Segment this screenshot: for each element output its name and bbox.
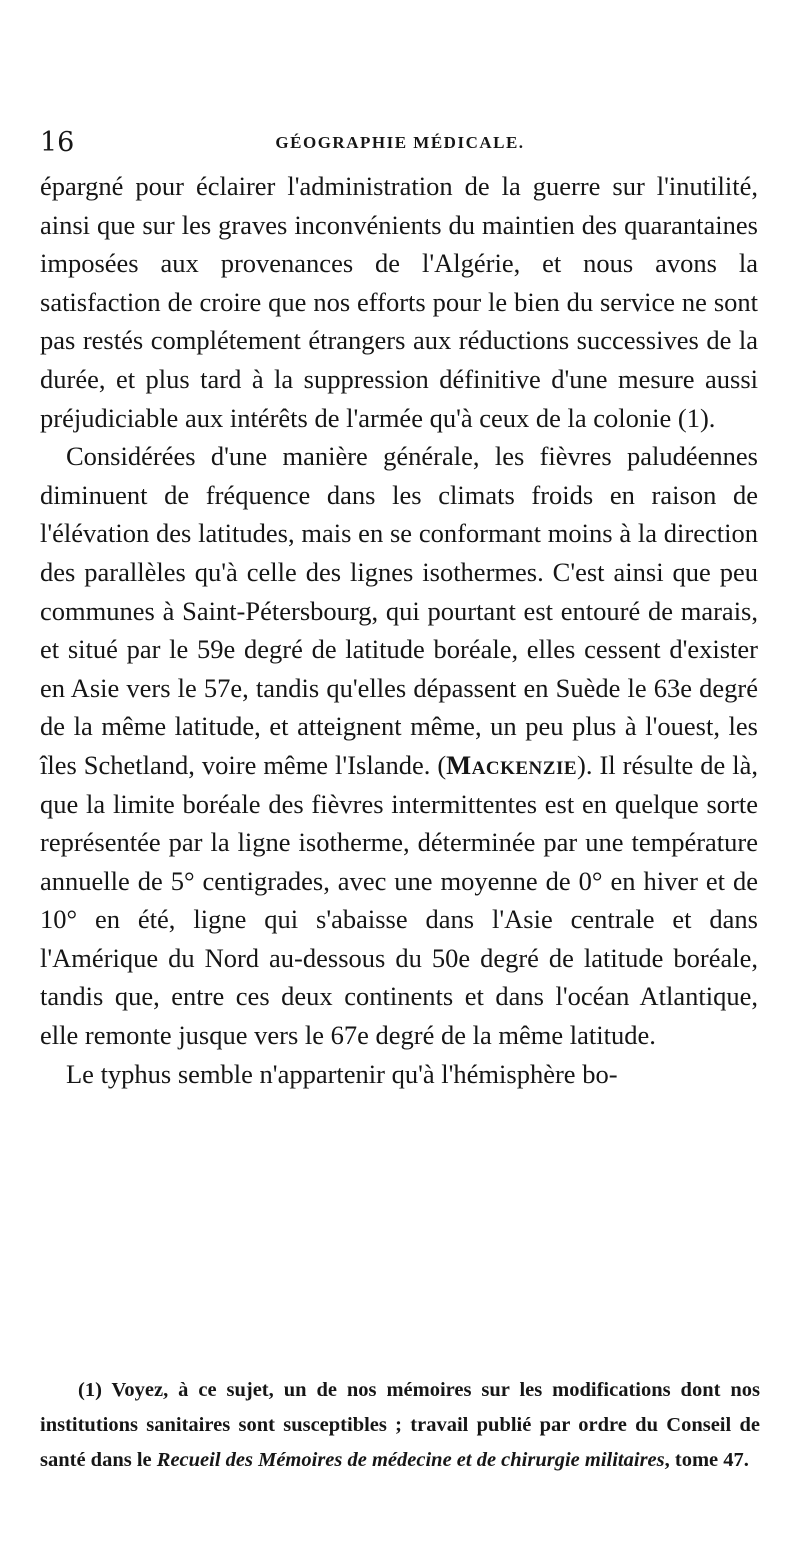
author-name: Mackenzie: [446, 749, 578, 780]
footnote-text-a: (1) Voyez, à ce sujet, un de nos mémoires sur les modifications dont nos institutions sanitaires sont susceptibles ; travail publié par ordre du Conseil de santé dans le: [40, 1379, 760, 1471]
paragraph-typhus: Le typhus semble n'appartenir qu'à l'hémisphère bo-: [66, 1058, 618, 1089]
paragraph-fevers-text-a: Considérées d'une manière générale, les fièvres paludéennes diminuent de fréquence dans les climats froids en raison de l'élévation des latitudes, mais en se conformant moins à la direction des parallèles qu'à celle des lignes isothermes. C'est ainsi que peu communes à Saint-Pétersbourg, qui pourtant est entouré de marais, et situé par le 59e degré de latitude boréale, elles cessent d'exister en Asie vers le 57e, tandis qu'elles dépassent en Suède le 63e degré de la même latitude, et atteignent même, un peu plus à l'ouest, les îles Schetland, voire même l'Islande. (: [40, 441, 758, 780]
running-title: GÉOGRAPHIE MÉDICALE.: [275, 133, 525, 152]
footnote-1: [40, 1373, 760, 1478]
page-number: 16: [40, 127, 75, 158]
paragraph-continuation: épargné pour éclairer l'administration de la guerre sur l'inutilité, ainsi que sur les graves inconvénients du maintien des quarantaines imposées aux provenances de l'Algérie, et nous avons la satisfaction de croire que nos efforts pour le bien du service ne sont pas restés complétement étrangers aux réductions successives de la durée, et plus tard à la suppression définitive d'une mesure aussi préjudiciable aux intérêts de l'armée qu'à ceux de la colonie (1).: [40, 171, 758, 433]
footnote-publication-title: Recueil des Mémoires de médecine et de chirurgie militaires: [156, 1449, 665, 1471]
body-text: [40, 167, 758, 1093]
footnote: [40, 1373, 760, 1478]
paragraph-fevers: [40, 437, 758, 1055]
running-header: [40, 126, 760, 160]
footnote-text-b: , tome 47.: [664, 1449, 749, 1471]
paragraph-fevers-text-b: ). Il résulte de là, que la limite boréale des fièvres intermittentes est en quelque sorte représentée par la ligne isotherme, déterminée par une température annuelle de 5° centigrades, avec une moyenne de 0° en hiver et de 10° en été, ligne qui s'abaisse dans l'Asie centrale et dans l'Amérique du Nord au-dessous du 50e degré de latitude boréale, tandis que, entre ces deux continents et dans l'océan Atlantique, elle remonte jusque vers le 67e degré de la même latitude.: [40, 749, 758, 1051]
